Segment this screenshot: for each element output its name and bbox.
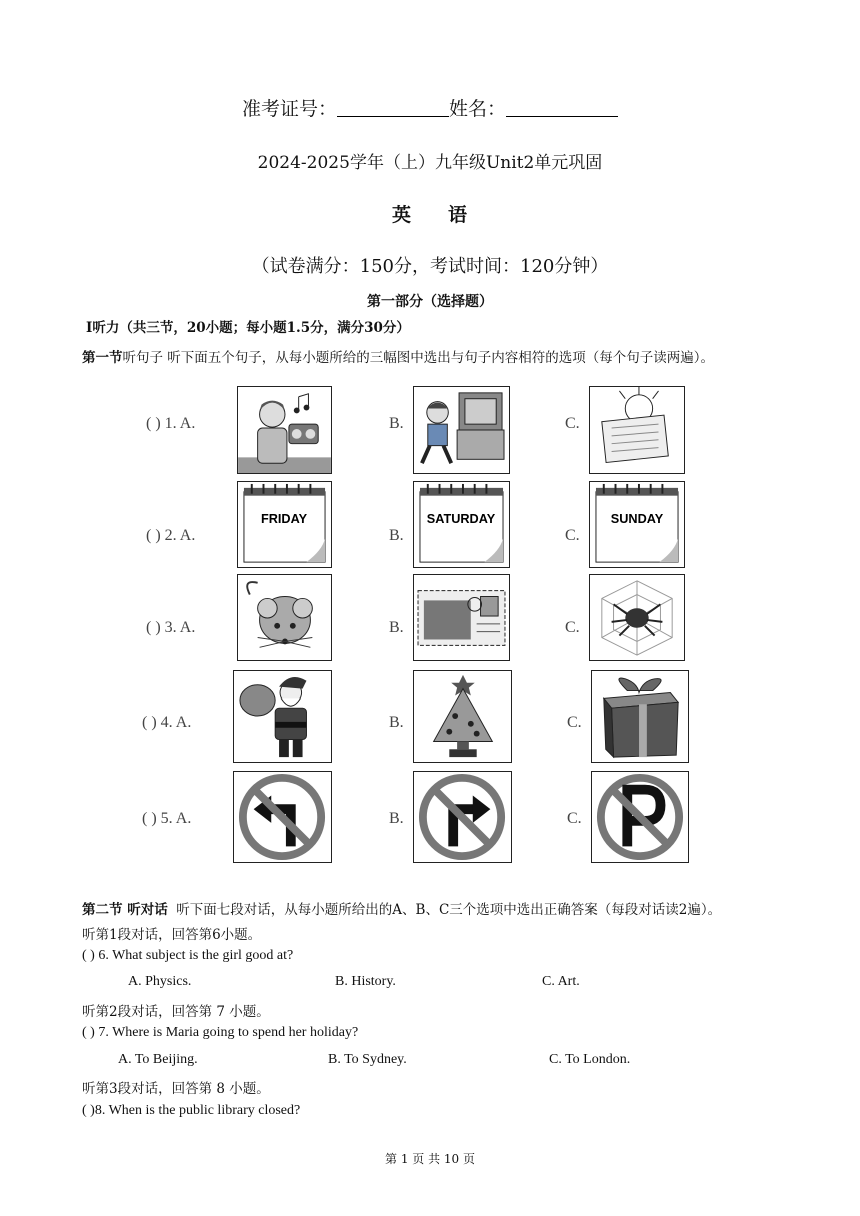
part-title: 第一部分（选择题）	[367, 294, 493, 310]
exam-number-label: 准考证号：	[241, 98, 337, 120]
question-2-label[interactable]: ( ) 2. A.	[146, 527, 196, 544]
subject-char-2: 语	[448, 204, 469, 226]
listening-title: Ⅰ听力（共三节，20小题；每小题1.5分，满分30分）	[86, 320, 410, 336]
dialogue-1-intro: 听第1段对话，回答第6小题。	[82, 927, 262, 943]
exam-meta: （试卷满分：150分，考试时间：120分钟）	[251, 256, 609, 277]
question-1-label[interactable]: ( ) 1. A.	[146, 415, 196, 432]
santa-icon[interactable]	[233, 670, 332, 763]
calendar-word-sunday: SUNDAY	[610, 512, 664, 527]
newspaper-icon[interactable]	[589, 386, 685, 474]
section2-label: 第二节 听对话	[82, 902, 168, 918]
section2-text: 听下面七段对话，从每小题所给出的A、B、C三个选项中选出正确答案（每段对话读2遍）。	[176, 902, 722, 918]
question-4-option-b-label: B.	[389, 714, 404, 731]
question-6-option-a[interactable]: A. Physics.	[128, 974, 192, 989]
mouse-icon[interactable]	[237, 574, 332, 661]
question-7-option-b[interactable]: B. To Sydney.	[328, 1052, 407, 1067]
question-5-option-c-label: C.	[567, 810, 582, 827]
question-4-label[interactable]: ( ) 4. A.	[142, 714, 192, 731]
question-6-option-c[interactable]: C. Art.	[542, 974, 580, 989]
page-footer: 第 1 页 共 10 页	[385, 1152, 475, 1166]
exam-info-line	[0, 94, 860, 121]
question-2-option-c-label: C.	[565, 527, 580, 544]
christmas-tree-icon[interactable]	[413, 670, 512, 763]
question-1-option-c-label: C.	[565, 415, 580, 432]
postcard-icon[interactable]	[413, 574, 510, 661]
no-right-turn-icon[interactable]	[413, 771, 512, 863]
question-3-option-c-label: C.	[565, 619, 580, 636]
question-6[interactable]: ( ) 6. What subject is the girl good at?	[82, 948, 294, 963]
boy-music-icon[interactable]	[237, 386, 332, 474]
no-left-turn-icon[interactable]	[233, 771, 332, 863]
question-6-option-b[interactable]: B. History.	[335, 974, 396, 989]
boy-tv-icon[interactable]	[413, 386, 510, 474]
section1-text: 听句子 听下面五个句子，从每小题所给的三幅图中选出与句子内容相符的选项（每个句子读两遍）。	[122, 350, 715, 366]
question-2-option-b-label: B.	[389, 527, 404, 544]
section1-instruction	[82, 346, 802, 366]
calendar-sunday-icon[interactable]	[589, 481, 685, 568]
question-3-label[interactable]: ( ) 3. A.	[146, 619, 196, 636]
no-parking-icon[interactable]	[591, 771, 689, 863]
section2-instruction	[82, 898, 802, 918]
spider-icon[interactable]	[589, 574, 685, 661]
section1-label: 第一节	[82, 350, 123, 366]
name-label: 姓名：	[449, 98, 507, 120]
calendar-saturday-icon[interactable]	[413, 481, 510, 568]
question-4-option-c-label: C.	[567, 714, 582, 731]
question-7-option-c[interactable]: C. To London.	[549, 1052, 631, 1067]
dialogue-3-intro: 听第3段对话，回答第 8 小题。	[82, 1081, 270, 1097]
question-7-option-a[interactable]: A. To Beijing.	[118, 1052, 198, 1067]
subject-char-1: 英	[391, 204, 412, 226]
exam-subtitle: 2024-2025学年（上）九年级Unit2单元巩固	[257, 153, 603, 173]
name-blank[interactable]	[506, 98, 618, 117]
calendar-word-friday: FRIDAY	[260, 512, 308, 527]
gift-box-icon[interactable]	[591, 670, 689, 763]
question-1-option-b-label: B.	[389, 415, 404, 432]
calendar-word-saturday: SATURDAY	[426, 512, 496, 527]
question-7[interactable]: ( ) 7. Where is Maria going to spend her holiday?	[82, 1025, 359, 1040]
subject-title	[0, 200, 860, 227]
question-5-label[interactable]: ( ) 5. A.	[142, 810, 192, 827]
dialogue-2-intro: 听第2段对话，回答第 7 小题。	[82, 1004, 270, 1020]
exam-number-blank[interactable]	[337, 98, 449, 117]
question-5-option-b-label: B.	[389, 810, 404, 827]
calendar-friday-icon[interactable]	[237, 481, 332, 568]
question-8[interactable]: ( )8. When is the public library closed?	[82, 1103, 301, 1118]
question-3-option-b-label: B.	[389, 619, 404, 636]
